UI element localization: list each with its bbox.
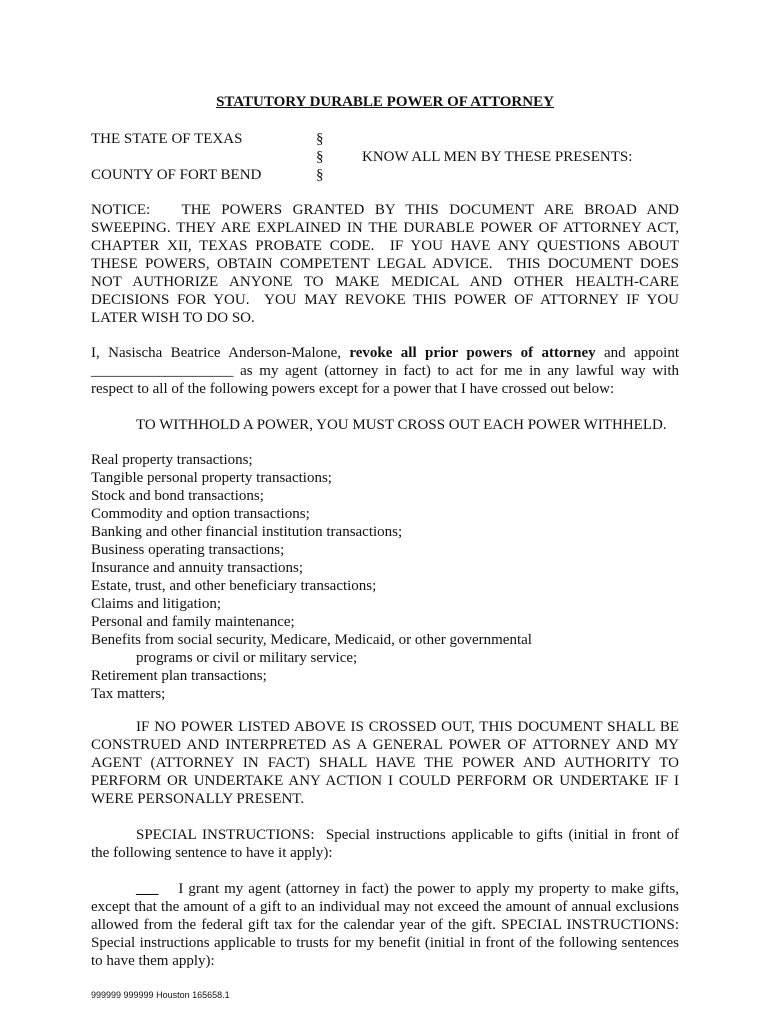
gift-clause-text: I grant my agent (attorney in fact) the power to apply my property to make gifts, except that the amount of a gift to an individual may not exceed the amount of annual exclusions allowed from the federal gift tax for the calendar year of the gift. SPECIAL INSTRUCTIONS: Special instructions applicable to trusts for my benefit (initial in front of the following sentences to have them apply): xyxy=(91,881,679,969)
list-item: Estate, trust, and other beneficiary transactions; xyxy=(91,578,377,594)
section-symbol: § xyxy=(316,149,324,165)
county-label: COUNTY OF FORT BEND xyxy=(91,167,262,183)
list-item: Insurance and annuity transactions; xyxy=(91,560,304,576)
know-all-men: KNOW ALL MEN BY THESE PRESENTS: xyxy=(362,149,633,165)
list-item: Personal and family maintenance; xyxy=(91,614,295,630)
page-title: STATUTORY DURABLE POWER OF ATTORNEY xyxy=(216,94,554,110)
initial-blank: ___ xyxy=(136,881,159,897)
list-item: Banking and other financial institution transactions; xyxy=(91,524,403,540)
general-power-paragraph: IF NO POWER LISTED ABOVE IS CROSSED OUT, THIS DOCUMENT SHALL BE CONSTRUED AND INTERPRETED AS A GENERAL POWER OF ATTORNEY AND MY AGENT (ATTORNEY IN FACT) SHALL HAVE THE POWER AND AUTHORITY TO PERFORM OR UNDERTAKE ANY ACTION I COULD PERFORM OR UNDERTAKE IF I WERE PERSONALLY PRESENT. xyxy=(91,719,679,807)
appointment-prefix: I, Nasischa Beatrice Anderson-Malone, xyxy=(91,345,342,361)
special-instructions-paragraph: SPECIAL INSTRUCTIONS: Special instructions applicable to gifts (initial in front of the following sentence to have it apply): xyxy=(91,827,683,861)
list-item: Tangible personal property transactions; xyxy=(91,470,332,486)
notice-paragraph: NOTICE: THE POWERS GRANTED BY THIS DOCUMENT ARE BROAD AND SWEEPING. THEY ARE EXPLAINED IN THE DURABLE POWER OF ATTORNEY ACT, CHAPTER XII, TEXAS PROBATE CODE. IF YOU HAVE ANY QUESTIONS ABOUT THESE POWERS, OBTAIN COMPETENT LEGAL ADVICE. THIS DOCUMENT DOES NOT AUTHORIZE ANYONE TO MAKE MEDICAL AND OTHER HEALTH-CARE DECISIONS FOR YOU. YOU MAY REVOKE THIS POWER OF ATTORNEY IF YOU LATER WISH TO DO SO. xyxy=(91,202,683,326)
section-symbol: § xyxy=(316,131,324,147)
revoke-clause: revoke all prior powers of attorney xyxy=(349,345,596,361)
list-item: Stock and bond transactions; xyxy=(91,488,264,504)
list-item: Business operating transactions; xyxy=(91,542,285,558)
powers-list xyxy=(91,451,532,703)
state-label: THE STATE OF TEXAS xyxy=(91,131,243,147)
list-item: Benefits from social security, Medicare, Medicaid, or other governmental xyxy=(91,632,532,648)
withhold-instruction: TO WITHHOLD A POWER, YOU MUST CROSS OUT EACH POWER WITHHELD. xyxy=(136,417,667,433)
appointment-paragraph xyxy=(91,344,679,398)
section-symbol: § xyxy=(316,167,324,183)
list-item: Real property transactions; xyxy=(91,452,253,468)
list-item: Claims and litigation; xyxy=(91,596,221,612)
footer-doc-id: 999999 999999 Houston 165658.1 xyxy=(91,990,230,1000)
list-item: Commodity and option transactions; xyxy=(91,506,310,522)
list-item: programs or civil or military service; xyxy=(136,650,358,666)
list-item: Retirement plan transactions; xyxy=(91,668,267,684)
appointment-suffix: and appoint ___________________ as my agent (attorney in fact) to act for me in any lawful way with respect to all of the following powers except for a power that I have crossed out below: xyxy=(91,345,680,397)
list-item: Tax matters; xyxy=(91,686,166,702)
gift-clause-paragraph xyxy=(91,880,679,970)
